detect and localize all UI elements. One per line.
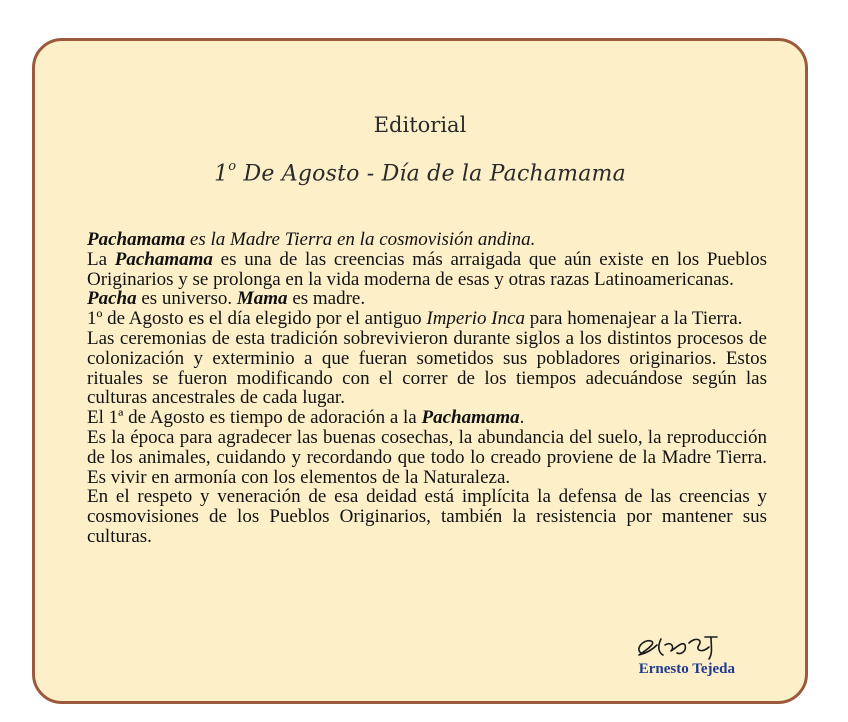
subtitle-text: De Agosto - Día de la Pachamama [236,161,626,187]
term-imperio-inca: Imperio Inca [426,308,526,330]
paragraph-6-lead: El 1ª de Agosto es tiempo de adoración a la [87,407,422,429]
editorial-body [87,230,767,547]
editorial-card [32,38,808,704]
paragraph-4-lead: 1º de Agosto es el día elegido por el antiguo [87,308,427,330]
term-pachamama: Pachamama [87,229,186,250]
term-pachamama: Pachamama [114,248,213,270]
term-pachamama: Pachamama [421,407,520,429]
paragraph-4 [87,309,767,329]
paragraph-6 [87,408,767,428]
paragraph-8: En el respeto y veneración de esa deidad está implícita la defensa de las creencias y cosmovisiones de los Pueblos Originarios, también la resistencia por mantener sus culturas. [87,486,767,547]
paragraph-5: Las ceremonias de esta tradición sobrevivieron durante siglos a los distintos procesos de colonización y exterminio a que fueran sometidos sus pobladores originarios. Estos rituales se fueron modificando con el correr de los tiempos adecuándose según las culturas ancestrales de cada lugar. [87,327,767,409]
term-mama: Mama [236,288,288,310]
paragraph-7: Es la época para agradecer las buenas cosechas, la abundancia del suelo, la reproducción de los animales, cuidando y recordando que todo lo creado proviene de la Madre Tierra. Es vivir en armonía con los elementos de la Naturaleza. [87,426,767,488]
subtitle-ordinal: o [228,159,237,174]
paragraph-1 [87,230,767,250]
author-name: Ernesto Tejeda [638,661,735,677]
editorial-subtitle [35,161,805,186]
paragraph-2-text: es una de las creencias más arraigada que aún existe en los Pueblos Originarios y se prolonga en la vida moderna de esas y otras razas Latinoamericanas. [87,248,767,290]
paragraph-3 [87,289,767,309]
handwritten-signature [631,631,727,661]
subtitle-day: 1 [214,161,229,187]
paragraph-3-text-b: es madre. [287,288,366,310]
paragraph-4-text: para homenajear a la Tierra. [525,308,743,330]
paragraph-3-text-a: es universo. [136,288,237,310]
paragraph-1-text: es la Madre Tierra en la cosmovisión andina. [185,229,536,250]
term-pacha: Pacha [87,288,137,310]
editorial-heading: Editorial [373,113,467,137]
paragraph-2-lead: La [87,248,115,270]
paragraph-2 [87,250,767,290]
paragraph-6-end: . [519,407,525,429]
